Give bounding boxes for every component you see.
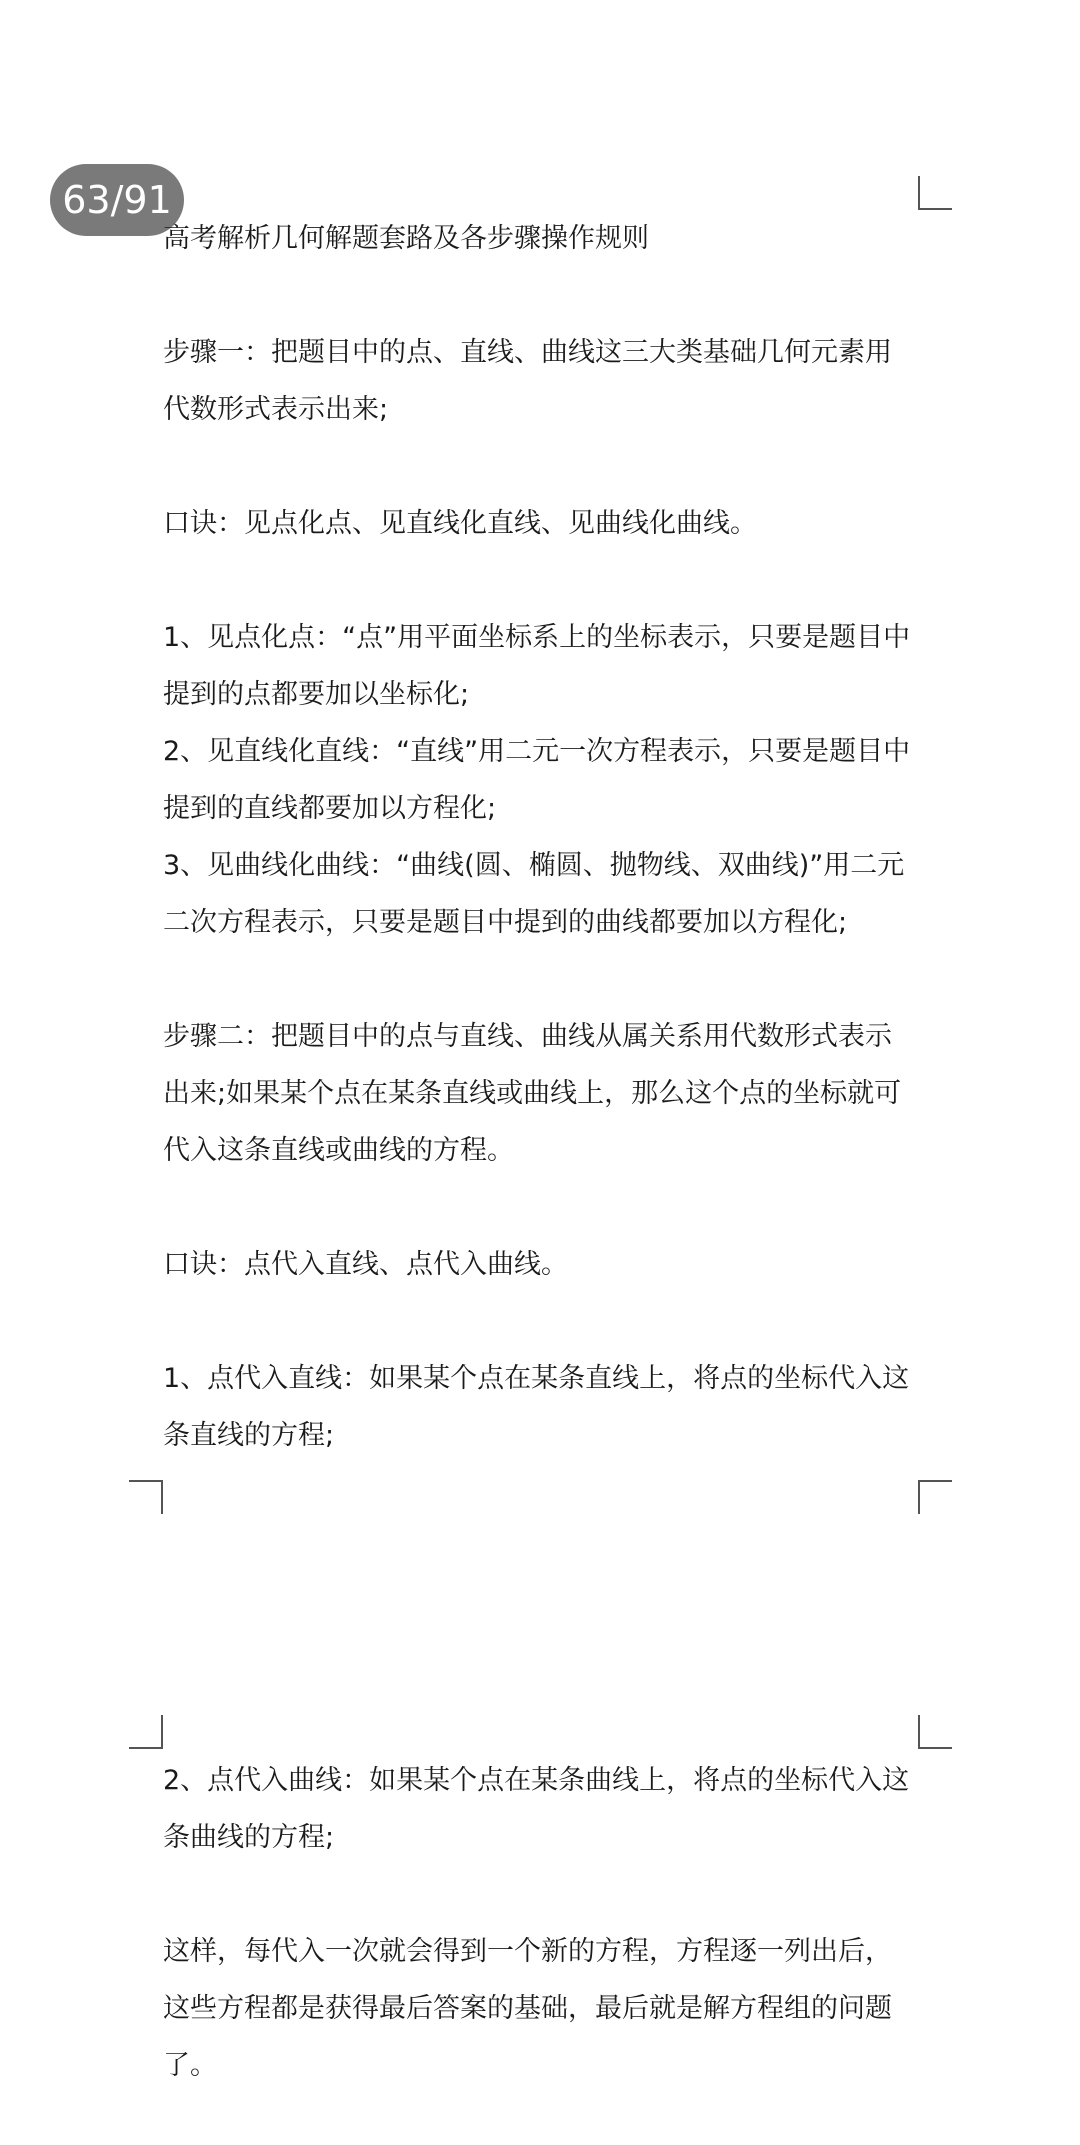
rhyme-one: 口诀：见点化点、见直线化直线、见曲线化曲线。	[163, 508, 757, 539]
conclusion-line: 这样，每代入一次就会得到一个新的方程，方程逐一列出后，	[163, 1936, 892, 1967]
page-2-content	[163, 1752, 923, 2094]
item-five-line: 2、点代入曲线：如果某个点在某条曲线上，将点的坐标代入这	[163, 1765, 910, 1796]
step-two-line: 代入这条直线或曲线的方程。	[163, 1135, 514, 1166]
blank-line	[163, 951, 923, 1008]
page-1-content	[163, 210, 923, 1464]
item-three-line: 3、见曲线化曲线：“曲线(圆、椭圆、抛物线、双曲线)”用二元	[163, 850, 905, 881]
document-title: 高考解析几何解题套路及各步骤操作规则	[163, 223, 649, 254]
blank-line	[163, 1293, 923, 1350]
item-one-line: 提到的点都要加以坐标化;	[163, 679, 470, 710]
crop-mark-bottom-left	[129, 1480, 163, 1514]
step-two-line: 步骤二：把题目中的点与直线、曲线从属关系用代数形式表示	[163, 1021, 892, 1052]
crop-mark-top-right	[918, 1715, 952, 1749]
rhyme-two: 口诀：点代入直线、点代入曲线。	[163, 1249, 568, 1280]
step-one-line: 代数形式表示出来;	[163, 394, 389, 425]
item-two-line: 提到的直线都要加以方程化;	[163, 793, 497, 824]
blank-line	[163, 1866, 923, 1923]
item-two-line: 2、见直线化直线：“直线”用二元一次方程表示，只要是题目中	[163, 736, 911, 767]
conclusion-line: 了。	[163, 2050, 217, 2081]
crop-mark-top-left	[129, 1715, 163, 1749]
crop-mark-top-right	[918, 176, 952, 210]
blank-line	[163, 267, 923, 324]
blank-line	[163, 1179, 923, 1236]
blank-line	[163, 438, 923, 495]
item-four-line: 条直线的方程;	[163, 1420, 335, 1451]
crop-mark-bottom-right	[918, 1480, 952, 1514]
item-five-line: 条曲线的方程;	[163, 1822, 335, 1853]
conclusion-line: 这些方程都是获得最后答案的基础，最后就是解方程组的问题	[163, 1993, 892, 2024]
step-one-line: 步骤一：把题目中的点、直线、曲线这三大类基础几何元素用	[163, 337, 892, 368]
blank-line	[163, 552, 923, 609]
step-two-line: 出来;如果某个点在某条直线或曲线上，那么这个点的坐标就可	[163, 1078, 902, 1109]
item-three-line: 二次方程表示，只要是题目中提到的曲线都要加以方程化;	[163, 907, 848, 938]
item-four-line: 1、点代入直线：如果某个点在某条直线上，将点的坐标代入这	[163, 1363, 910, 1394]
page-indicator: 63/91	[50, 164, 184, 236]
item-one-line: 1、见点化点：“点”用平面坐标系上的坐标表示，只要是题目中	[163, 622, 911, 653]
